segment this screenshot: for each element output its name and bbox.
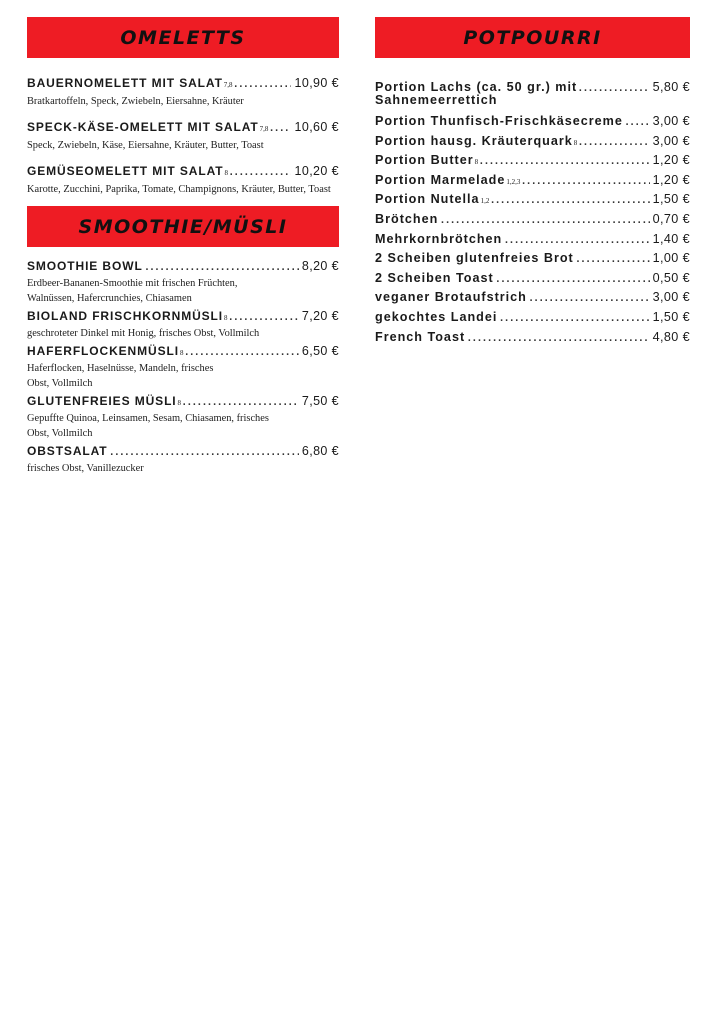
- item-price: 10,60 €: [294, 120, 339, 134]
- item-price: 3,00 €: [652, 133, 690, 148]
- menu-item: [27, 342, 339, 391]
- item-price: 8,20 €: [301, 259, 339, 273]
- dot-leader: [145, 257, 299, 275]
- dot-leader: [229, 307, 299, 325]
- item-name: Portion Nutella: [375, 192, 480, 207]
- allergen-note: 1,2,3: [506, 177, 521, 186]
- menu-item: [27, 392, 339, 441]
- item-name: Brötchen: [375, 211, 439, 226]
- allergen-note: 7,8: [259, 125, 269, 133]
- item-name: Mehrkornbrötchen: [375, 231, 503, 246]
- menu-item: [375, 151, 690, 171]
- item-price: 1,50 €: [652, 192, 690, 207]
- item-price: 6,50 €: [301, 344, 339, 358]
- item-description: Karotte, Zucchini, Paprika, Tomate, Champignons, Kräuter, Butter, Toast: [27, 184, 331, 195]
- item-name: 2 Scheiben glutenfreies Brot: [375, 251, 574, 266]
- item-price: 1,20 €: [652, 153, 690, 168]
- menu-item: [27, 307, 339, 341]
- item-name: SMOOTHIE BOWL: [27, 259, 143, 273]
- item-price: 4,80 €: [652, 329, 690, 344]
- item-name: Portion Butter: [375, 153, 474, 168]
- item-price: 6,80 €: [301, 444, 339, 458]
- item-name: GEMÜSEOMELETT MIT SALAT: [27, 164, 224, 178]
- allergen-note: 8: [177, 399, 182, 407]
- item-price: 7,50 €: [301, 394, 339, 408]
- dot-leader: [467, 328, 649, 346]
- item-name: SPECK-KÄSE-OMELETT MIT SALAT: [27, 120, 259, 134]
- item-description: Erdbeer-Bananen-Smoothie mit frischen Früchten, Walnüssen, Hafercrunchies, Chiasamen: [27, 278, 238, 304]
- omeletts-list: [27, 74, 339, 197]
- menu-item: [375, 249, 690, 269]
- item-name: GLUTENFREIES MÜSLI: [27, 394, 177, 408]
- menu-item: [375, 230, 690, 250]
- menu-item: [27, 442, 339, 476]
- smoothie-title: SMOOTHIE/MÜSLI: [78, 215, 288, 238]
- dot-leader: [110, 442, 299, 460]
- allergen-note: 8: [573, 138, 578, 147]
- left-column: [27, 17, 339, 477]
- potpourri-banner: [375, 17, 690, 58]
- dot-leader: [499, 308, 649, 326]
- dot-leader: [229, 162, 292, 180]
- dot-leader: [490, 190, 649, 208]
- item-name: 2 Scheiben Toast: [375, 270, 494, 285]
- item-description: Bratkartoffeln, Speck, Zwiebeln, Eiersahne, Kräuter: [27, 96, 244, 107]
- item-name: HAFERFLOCKENMÜSLI: [27, 344, 179, 358]
- item-name: Portion hausg. Kräuterquark: [375, 133, 573, 148]
- item-name: Portion Marmelade: [375, 172, 506, 187]
- menu-item: [375, 132, 690, 152]
- menu-item: [375, 112, 690, 132]
- item-price: 10,20 €: [294, 164, 339, 178]
- dot-leader: [479, 151, 649, 169]
- allergen-note: 8: [224, 314, 228, 322]
- potpourri-list: [375, 78, 690, 347]
- dot-leader: [184, 342, 298, 360]
- dot-leader: [521, 171, 649, 189]
- item-price: 0,70 €: [652, 211, 690, 226]
- item-description: geschroteter Dinkel mit Honig, frisches Obst, Vollmilch: [27, 328, 260, 339]
- item-price: 0,50 €: [652, 270, 690, 285]
- item-name: French Toast: [375, 329, 466, 344]
- item-name: gekochtes Landei: [375, 309, 498, 324]
- item-name: veganer Brotaufstrich: [375, 290, 527, 305]
- dot-leader: [182, 392, 299, 410]
- item-price: 1,00 €: [652, 251, 690, 266]
- item-price: 3,00 €: [652, 290, 690, 305]
- item-price: 7,20 €: [301, 309, 339, 323]
- menu-item: [375, 190, 690, 210]
- right-column: [375, 17, 690, 347]
- item-description: frisches Obst, Vanillezucker: [27, 463, 144, 474]
- smoothie-list: [27, 257, 339, 476]
- item-name: Portion Lachs (ca. 50 gr.) mit: [375, 80, 578, 94]
- item-name: BIOLAND FRISCHKORNMÜSLI: [27, 309, 224, 323]
- item-name: OBSTSALAT: [27, 444, 108, 458]
- dot-leader: [578, 132, 649, 150]
- menu-item: [375, 210, 690, 230]
- allergen-note: 7,8: [223, 81, 233, 89]
- allergen-note: 1,2: [480, 197, 490, 206]
- allergen-note: 8: [474, 158, 479, 167]
- dot-leader: [625, 112, 650, 130]
- allergen-note: 8: [224, 169, 228, 177]
- item-price: 3,00 €: [652, 114, 690, 128]
- dot-leader: [496, 269, 650, 287]
- item-description: Gepuffte Quinoa, Leinsamen, Sesam, Chiasamen, frisches Obst, Vollmilch: [27, 413, 269, 439]
- item-price: 1,40 €: [652, 231, 690, 246]
- dot-leader: [578, 78, 649, 96]
- item-price: 5,80 €: [652, 80, 690, 94]
- menu-item: [375, 171, 690, 191]
- dot-leader: [440, 210, 649, 228]
- item-price: 1,20 €: [652, 172, 690, 187]
- allergen-note: 8: [179, 349, 184, 357]
- menu-item: [375, 288, 690, 308]
- smoothie-banner: [27, 206, 339, 247]
- item-description: Haferflocken, Haselnüsse, Mandeln, frisches Obst, Vollmilch: [27, 363, 214, 389]
- menu-item: [27, 257, 339, 306]
- menu-item: [375, 269, 690, 289]
- dot-leader: [269, 118, 291, 136]
- menu-item: [375, 328, 690, 348]
- item-price: 10,90 €: [294, 76, 339, 90]
- menu-item: [27, 74, 339, 109]
- dot-leader: [234, 74, 292, 92]
- item-name: BAUERNOMELETT MIT SALAT: [27, 76, 223, 90]
- item-price: 1,50 €: [652, 309, 690, 324]
- dot-leader: [529, 288, 650, 306]
- item-description: Speck, Zwiebeln, Käse, Eiersahne, Kräuter, Butter, Toast: [27, 140, 264, 151]
- omeletts-banner: [27, 17, 339, 58]
- item-name-continued: Sahnemeerrettich: [375, 93, 498, 107]
- item-name: Portion Thunfisch-Frischkäsecreme: [375, 114, 623, 128]
- menu-item: [27, 162, 339, 197]
- menu-item: [375, 78, 690, 108]
- dot-leader: [576, 249, 650, 267]
- potpourri-title: POTPOURRI: [463, 26, 602, 49]
- menu-item: [375, 308, 690, 328]
- menu-item: [27, 118, 339, 153]
- dot-leader: [504, 230, 649, 248]
- omeletts-title: OMELETTS: [120, 26, 246, 49]
